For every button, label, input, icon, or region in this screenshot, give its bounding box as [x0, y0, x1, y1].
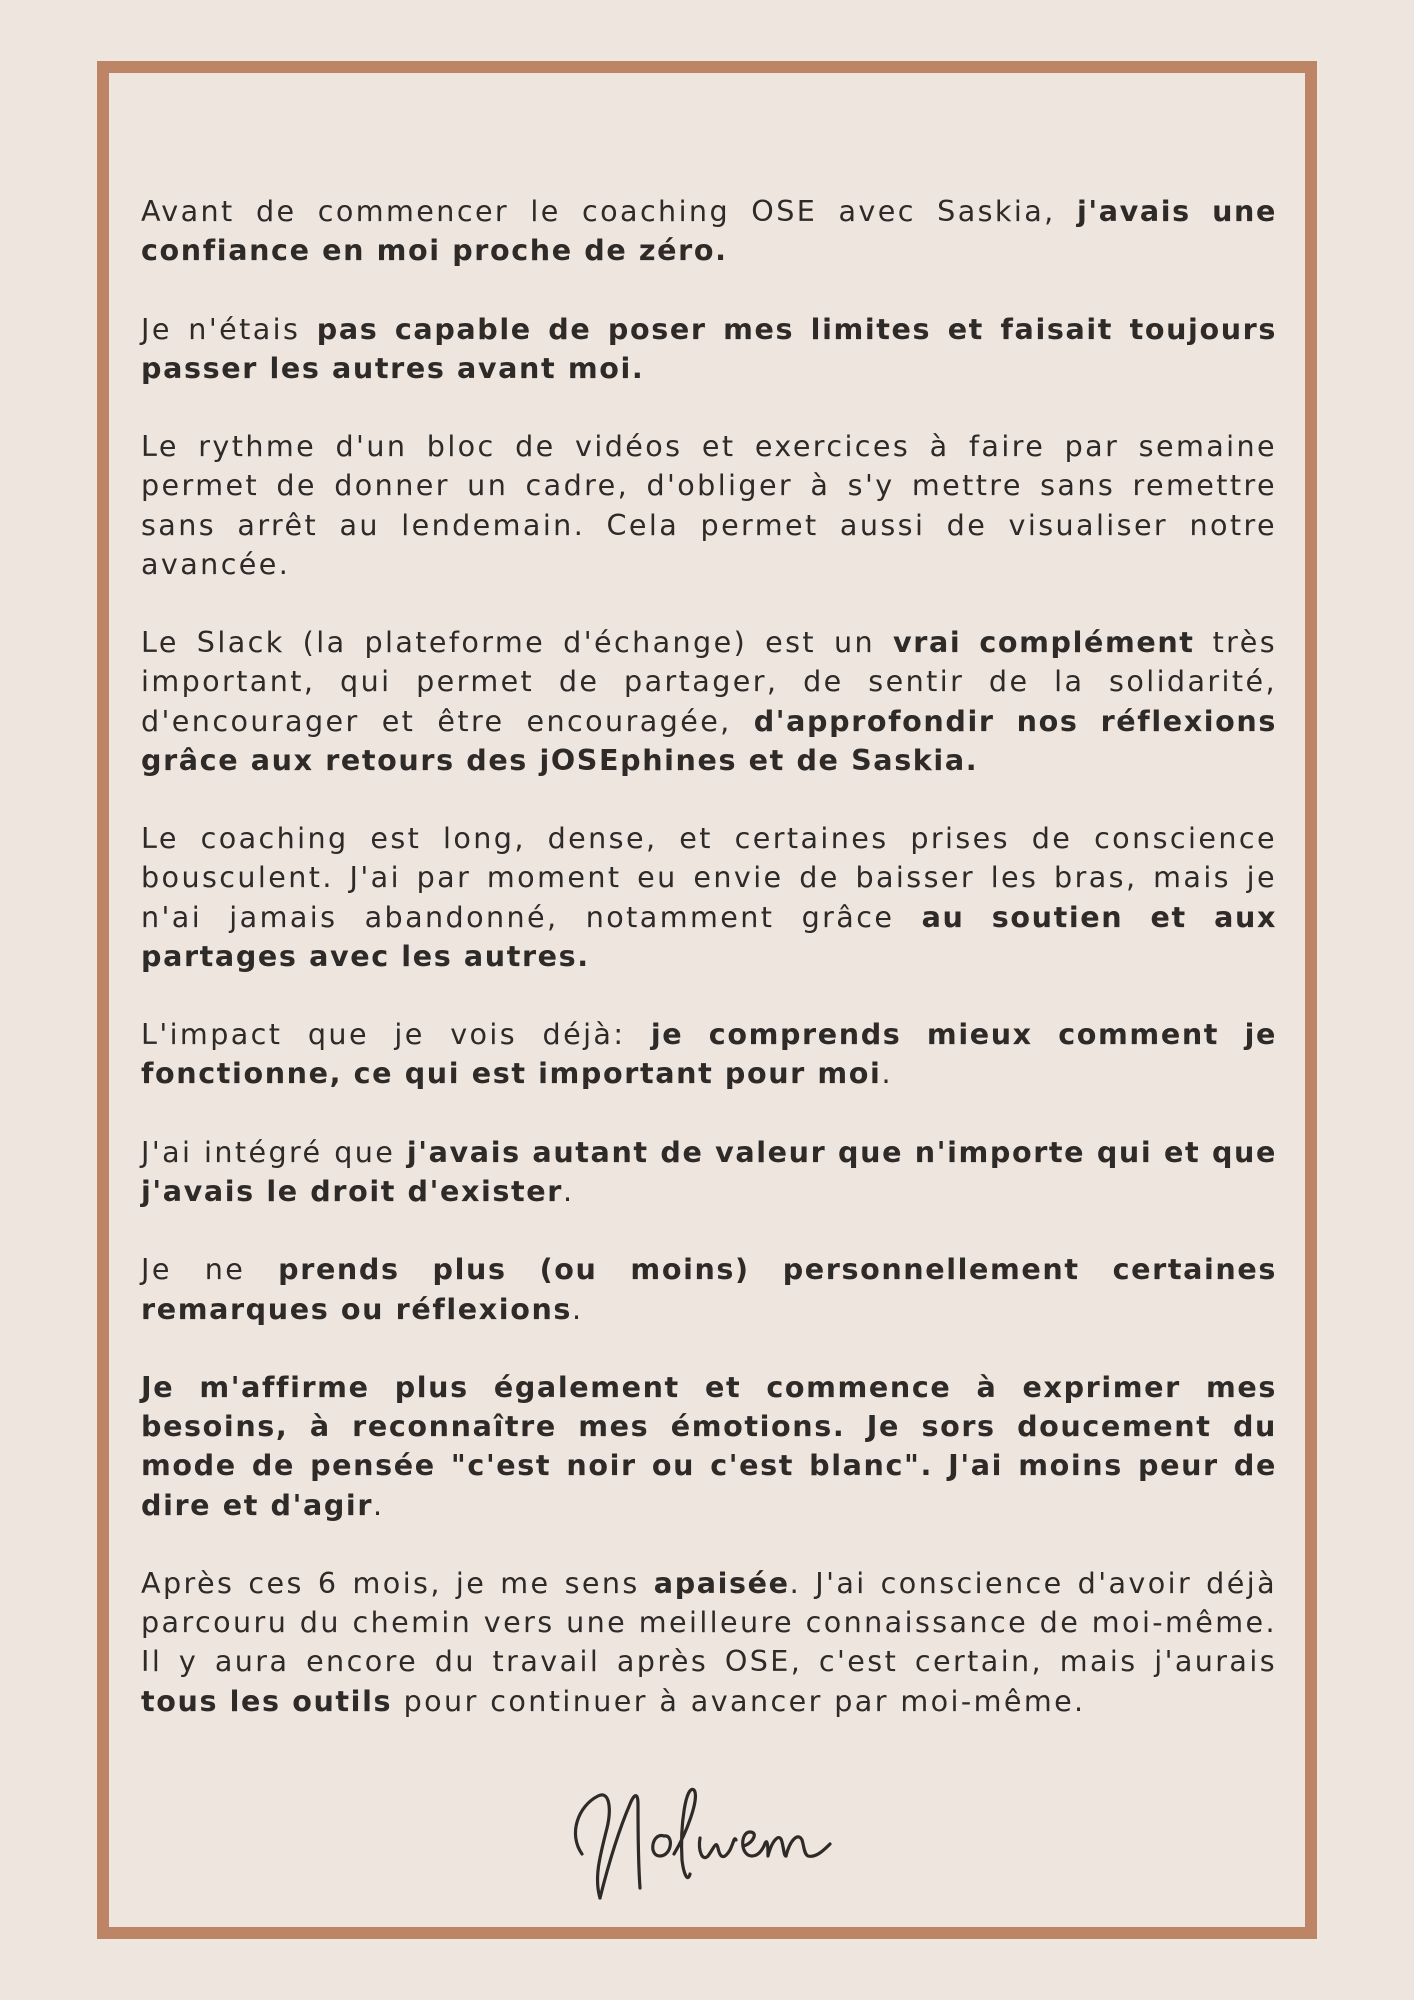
paragraph-6: L'impact que je vois déjà: je comprends mieux comment je fonctionne, ce qui est important pour moi.: [141, 1017, 1277, 1091]
paragraph-4: Le Slack (la plateforme d'échange) est un vrai complément très important, qui permet de partager, de sentir de la solidarité, d'encourager et être encouragée, d'approfondir nos réflexions grâce aux retours des jOSEphines et de Saskia.: [141, 625, 1278, 777]
paragraph-7: J'ai intégré que j'avais autant de valeur que n'importe qui et que j'avais le droit d'exister.: [141, 1134, 1277, 1208]
paragraph-8: Je ne prends plus (ou moins) personnellement certaines remarques ou réflexions.: [141, 1252, 1277, 1326]
paragraph-2: Je n'étais pas capable de poser mes limites et faisait toujours passer les autres avant moi.: [141, 311, 1277, 385]
testimonial-text: [141, 192, 1277, 1721]
paragraph-1: Avant de commencer le coaching OSE avec Saskia, j'avais une confiance en moi proche de zéro.: [141, 194, 1278, 268]
signature: [568, 1770, 838, 1910]
paragraph-5: Le coaching est long, dense, et certaines prises de conscience bousculent. J'ai par moment eu envie de baisser les bras, mais je n'ai jamais abandonné, notamment grâce au soutien et aux partages avec les autres.: [141, 821, 1277, 973]
paragraph-3: Le rythme d'un bloc de vidéos et exercices à faire par semaine permet de donner un cadre, d'obliger à s'y mettre sans remettre sans arrêt au lendemain. Cela permet aussi de visualiser notre avancée.: [141, 429, 1277, 581]
paragraph-9: Je m'affirme plus également et commence à exprimer mes besoins, à reconnaître mes émotions. Je sors doucement du mode de pensée "c'est noir ou c'est blanc". J'ai moins peur de dire et d'agir.: [141, 1369, 1277, 1522]
paragraph-10: Après ces 6 mois, je me sens apaisée. J'ai conscience d'avoir déjà parcouru du chemin vers une meilleure connaissance de moi-même. Il y aura encore du travail après OSE, c'est certain, mais j'aurais tous les outils pour continuer à avancer par moi-même.: [141, 1565, 1277, 1718]
